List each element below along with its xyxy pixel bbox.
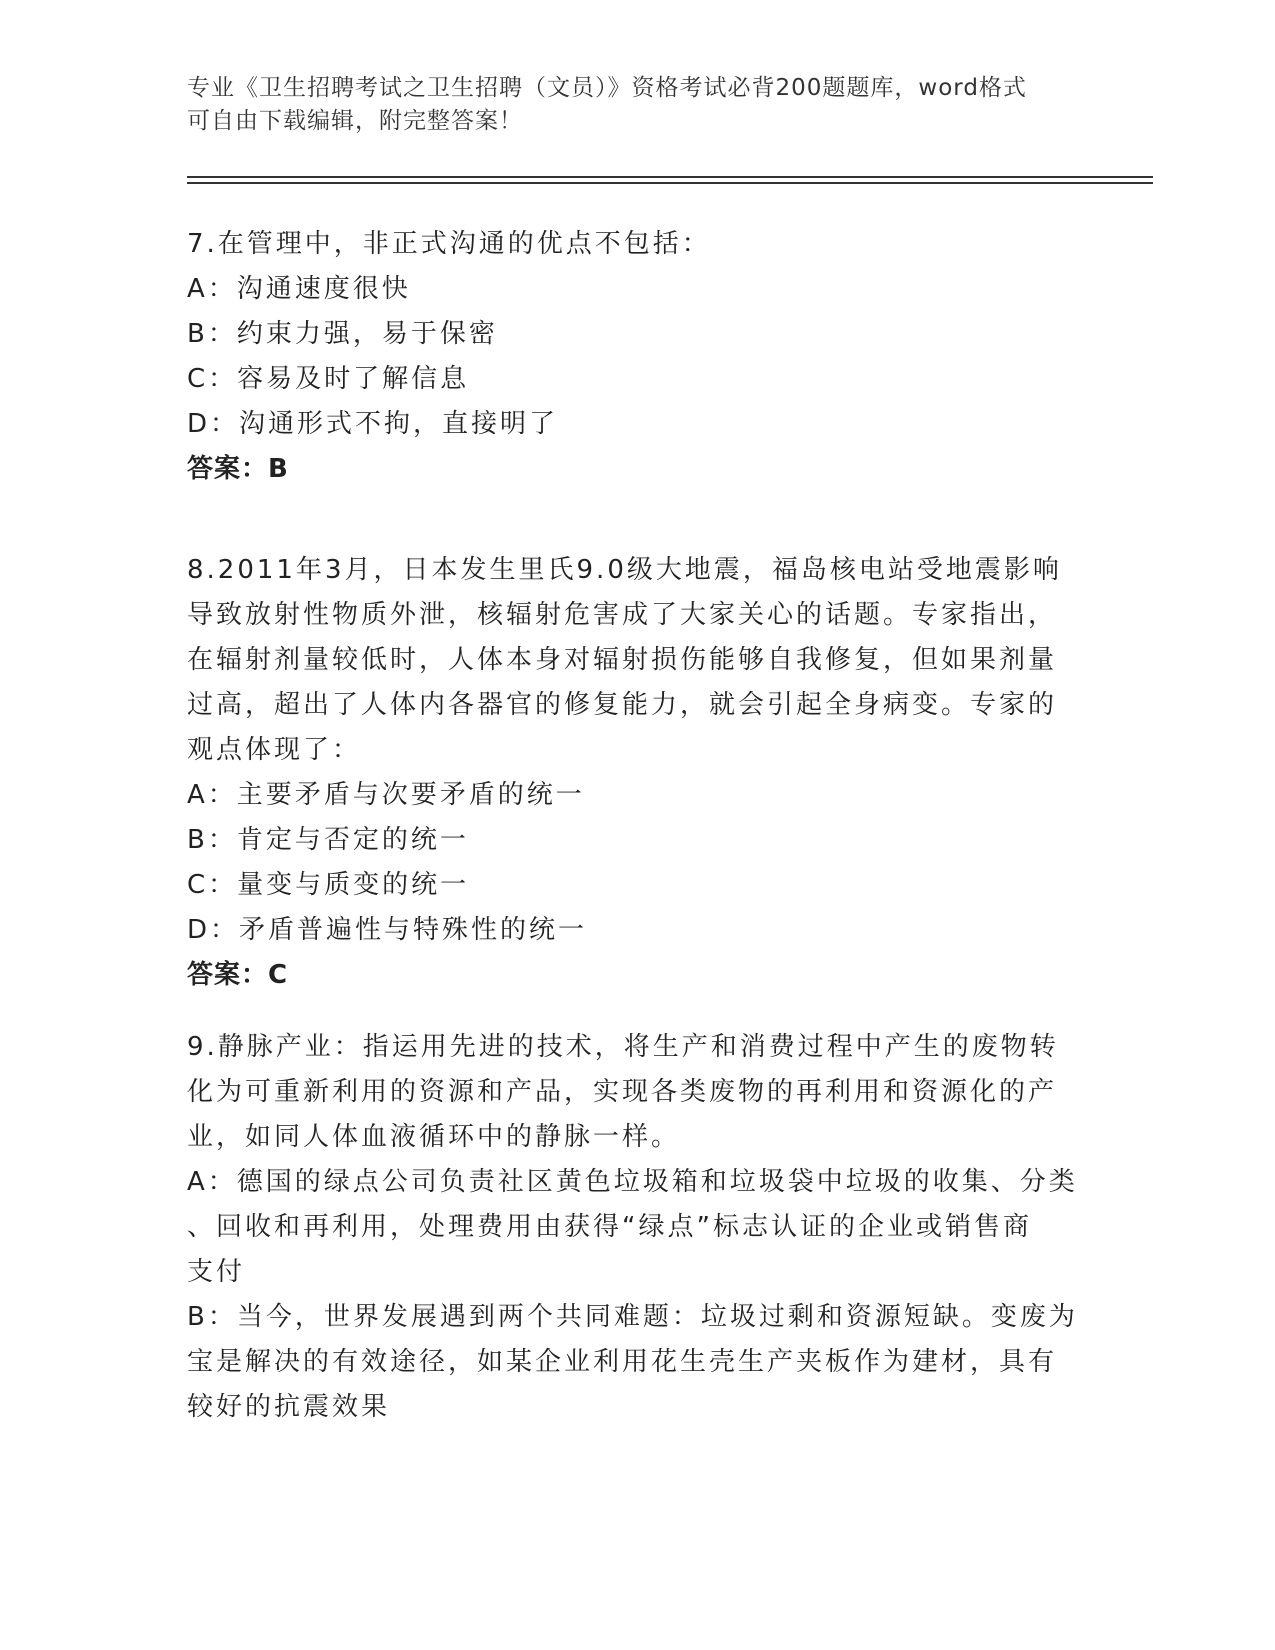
option-c: C：量变与质变的统一: [187, 870, 470, 900]
question-stem: 观点体现了：: [187, 735, 362, 765]
header-divider-bottom: [187, 182, 1153, 184]
question-stem: 8.2011年3月，日本发生里氏9.0级大地震，福岛核电站受地震影响: [187, 555, 1062, 585]
option-b: 较好的抗震效果: [187, 1392, 391, 1422]
option-a: 、回收和再利用，处理费用由获得“绿点”标志认证的企业或销售商: [187, 1212, 1032, 1242]
option-a: 支付: [187, 1257, 246, 1287]
document-header: [187, 72, 1067, 138]
option-b: 宝是解决的有效途径，如某企业利用花生壳生产夹板作为建材，具有: [187, 1347, 1058, 1377]
header-line-2: 可自由下载编辑，附完整答案！: [187, 108, 523, 134]
question-8: [187, 548, 1087, 998]
header-line-1: 专业《卫生招聘考试之卫生招聘（文员）》资格考试必背200题题库，word格式: [187, 75, 1027, 101]
question-9: [187, 1025, 1087, 1430]
question-stem: 在辐射剂量较低时，人体本身对辐射损伤能够自我修复，但如果剂量: [187, 645, 1058, 675]
question-stem: 业，如同人体血液循环中的静脉一样。: [187, 1122, 681, 1152]
option-a: A：沟通速度很快: [187, 274, 411, 304]
option-d: D：沟通形式不拘，直接明了: [187, 409, 559, 439]
question-7: [187, 222, 1087, 492]
question-stem: 9.静脉产业：指运用先进的技术，将生产和消费过程中产生的废物转: [187, 1032, 1059, 1062]
option-a: A：德国的绿点公司负责社区黄色垃圾箱和垃圾袋中垃圾的收集、分类: [187, 1167, 1078, 1197]
option-a: A：主要矛盾与次要矛盾的统一: [187, 780, 585, 810]
header-divider-top: [187, 176, 1153, 178]
question-stem: 导致放射性物质外泄，核辐射危害成了大家关心的话题。专家指出，: [187, 600, 1058, 630]
question-stem: 化为可重新利用的资源和产品，实现各类废物的再利用和资源化的产: [187, 1077, 1058, 1107]
question-stem: 7.在管理中，非正式沟通的优点不包括：: [187, 229, 711, 259]
option-c: C：容易及时了解信息: [187, 364, 470, 394]
option-b: B：肯定与否定的统一: [187, 825, 469, 855]
answer-label: 答案：C: [187, 960, 289, 990]
option-b: B：当今，世界发展遇到两个共同难题：垃圾过剩和资源短缺。变废为: [187, 1302, 1078, 1332]
answer-label: 答案：B: [187, 454, 289, 484]
question-stem: 过高，超出了人体内各器官的修复能力，就会引起全身病变。专家的: [187, 690, 1058, 720]
option-d: D：矛盾普遍性与特殊性的统一: [187, 915, 588, 945]
option-b: B：约束力强，易于保密: [187, 319, 498, 349]
